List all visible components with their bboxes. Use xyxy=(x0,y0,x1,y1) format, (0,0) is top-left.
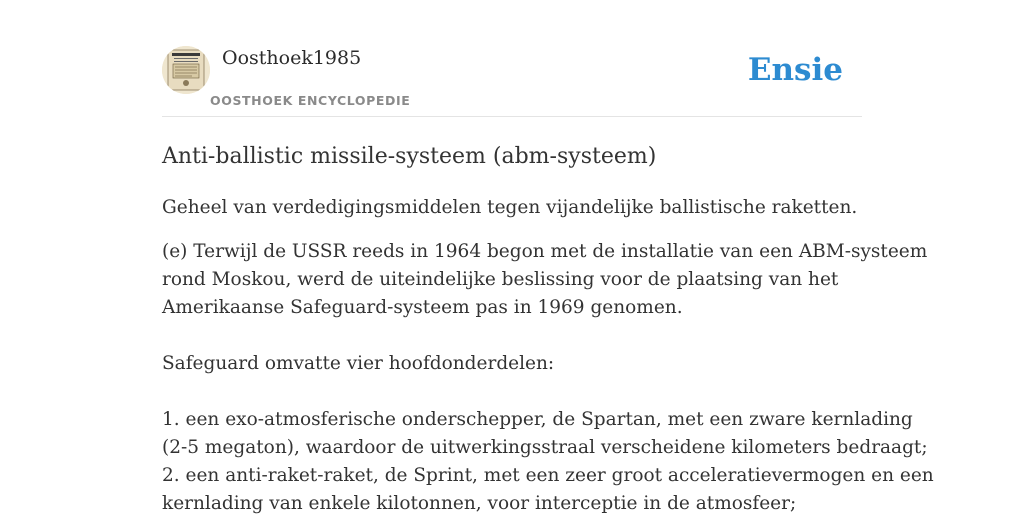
text-line: rond Moskou, werd de uiteindelijke beslissing voor de plaatsing van het xyxy=(162,269,839,290)
article-card xyxy=(162,0,934,518)
text-line: kernlading van enkele kilotonnen, voor interceptie in de atmosfeer; xyxy=(162,493,797,514)
article-definition: Geheel van verdedigingsmiddelen tegen vijandelijke ballistische raketten. xyxy=(162,197,858,218)
article-paragraph xyxy=(162,238,928,322)
brand-logo[interactable]: Ensie xyxy=(747,52,843,88)
article-header xyxy=(162,0,862,117)
user-avatar[interactable] xyxy=(162,46,210,94)
text-line: Amerikaanse Safeguard-systeem pas in 1969 genomen. xyxy=(162,297,683,318)
article-title: Anti-ballistic missile-systeem (abm-systeem) xyxy=(162,144,657,169)
source-label[interactable]: OOSTHOEK ENCYCLOPEDIE xyxy=(210,93,411,108)
article-body xyxy=(162,238,934,518)
book-cover-icon xyxy=(162,46,210,94)
text-line: 2. een anti-raket-raket, de Sprint, met een zeer groot acceleratievermogen en een xyxy=(162,465,934,486)
text-line: (e) Terwijl de USSR reeds in 1964 begon met de installatie van een ABM-systeem xyxy=(162,241,928,262)
text-line: 1. een exo-atmosferische onderschepper, de Spartan, met een zware kernlading xyxy=(162,409,913,430)
text-line: (2-5 megaton), waardoor de uitwerkingsstraal verscheidene kilometers bedraagt; xyxy=(162,437,928,458)
article-paragraph xyxy=(162,406,934,518)
text-line: Safeguard omvatte vier hoofdonderdelen: xyxy=(162,353,555,374)
username[interactable]: Oosthoek1985 xyxy=(222,47,362,69)
article-paragraph xyxy=(162,350,862,378)
